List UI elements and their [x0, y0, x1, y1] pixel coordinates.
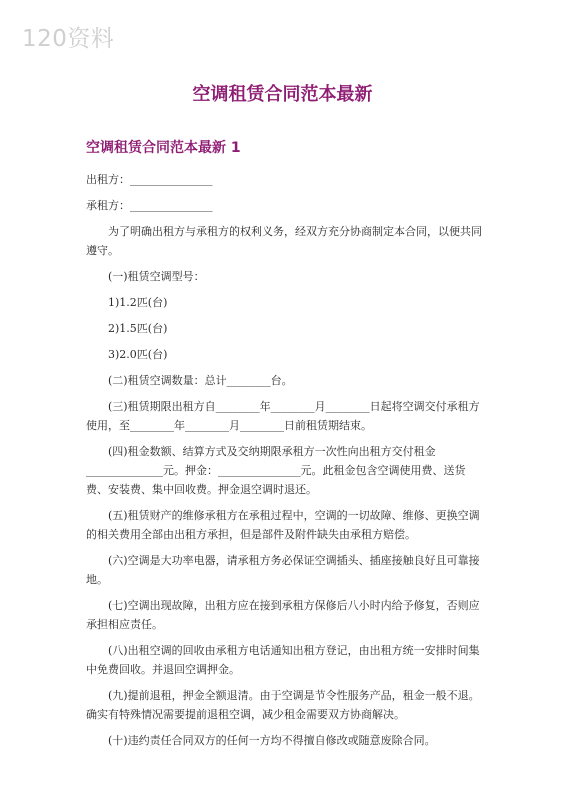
paragraph-power: (六)空调是大功率电器，请承租方务必保证空调插头、插座接触良好且可靠接地。	[86, 554, 480, 586]
document-title: 空调租赁合同范本最新	[192, 84, 373, 105]
section-heading: 空调租赁合同范本最新 1	[86, 140, 241, 156]
paragraph-recovery: (八)出租空调的回收由承租方电话通知出租方登记，由出租方统一安排时间集中免费回收。并退回空调押金。	[86, 644, 480, 676]
watermark-logo: 120资料	[22, 26, 115, 52]
lessee-field: 承租方：_______________	[86, 199, 213, 212]
paragraph-breach: (十)违约责任合同双方的任何一方均不得擅自修改或随意废除合同。	[108, 734, 436, 747]
paragraph-preamble: 为了明确出租方与承租方的权利义务，经双方充分协商制定本合同，以便共同遵守。	[86, 225, 482, 257]
paragraph-quantity: (二)租赁空调数量：总计________台。	[108, 374, 293, 387]
model-option-3: 3)2.0匹(台)	[108, 348, 168, 361]
contract-body	[86, 170, 482, 750]
model-option-1: 1)1.2匹(台)	[108, 296, 168, 309]
model-option-2: 2)1.5匹(台)	[108, 322, 168, 335]
paragraph-fault: (七)空调出现故障，出租方应在接到承租方保修后八小时内给予修复，否则应承担相应责任。	[86, 599, 480, 631]
paragraph-maintenance: (五)租赁财产的维修承租方在承租过程中，空调的一切故障、维修、更换空调的相关费用全部由出租方承担，但是部件及附件缺失由承租方赔偿。	[86, 509, 480, 541]
paragraph-term: (三)租赁期限出租方自________年________月________日起将空调交付承租方使用，至________年________月________日前租赁期结束。	[86, 400, 480, 432]
paragraph-model: (一)租赁空调型号：	[108, 270, 205, 283]
lessor-field: 出租方：_______________	[86, 173, 213, 186]
paragraph-early-return: (九)提前退租，押金全额退清。由于空调是节令性服务产品，租金一般不退。确实有特殊情况需要提前退租空调，减少租金需要双方协商解决。	[86, 689, 480, 721]
paragraph-rent: (四)租金数额、结算方式及交纳期限承租方一次性向出租方交付租金______________元。押金：_______________元。此租金包含空调使用费、送货费、安装费、集中回收费。押金退空调时退还。	[86, 445, 466, 496]
